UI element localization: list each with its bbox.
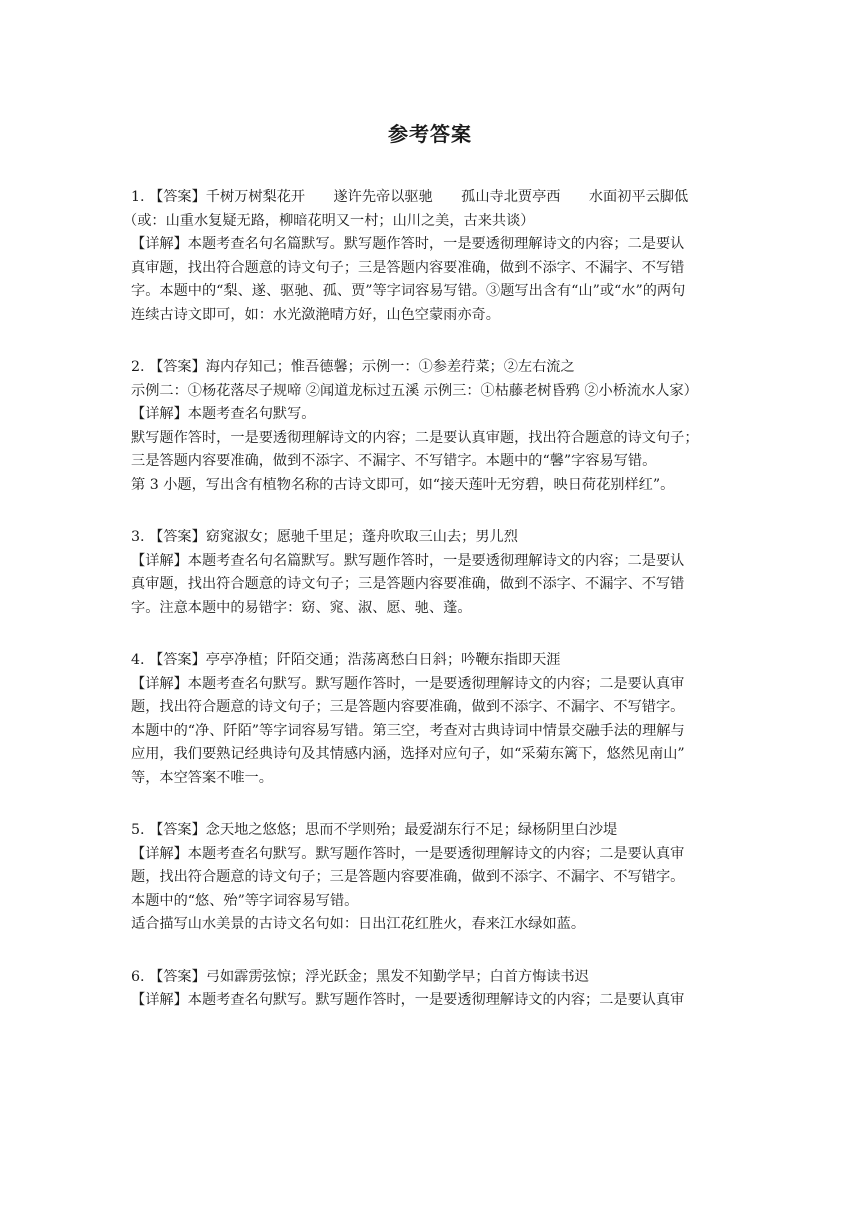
explanation-line: 【详解】本题考查名句默写。默写题作答时，一是要透彻理解诗文的内容；二是要认真审 — [131, 992, 685, 1008]
answer-line: （或：山重水复疑无路，柳暗花明又一村；山川之美，古来共谈） — [123, 212, 535, 229]
explanation-line: 第 3 小题，写出含有植物名称的古诗文即可，如“接天莲叶无穷碧，映日荷花别样红”。 — [131, 476, 675, 493]
answer-line: 1. 【答案】千树万树梨花开 遂许先帝以驱驰 孤山寺北贾亭西 水面初平云脚低 — [131, 189, 689, 205]
answer-item-2 — [131, 356, 741, 497]
explanation-line: 【详解】本题考查名句默写。 — [131, 406, 316, 422]
answer-item-6 — [131, 966, 741, 1013]
explanation-line: 本题中的“净、阡陌”等字词容易写错。第三空，考查对古典诗词中情景交融手法的理解与 — [131, 722, 685, 739]
answer-list — [123, 186, 741, 1042]
answer-item-1 — [123, 186, 741, 327]
explanation-line: 【详解】本题考查名句默写。默写题作答时，一是要透彻理解诗文的内容；二是要认真审 — [131, 845, 685, 862]
explanation-line: 等，本空答案不唯一。 — [131, 769, 273, 786]
answer-line: 2. 【答案】海内存知己；惟吾德馨；示例一：①参差荇菜；②左右流之 — [131, 359, 575, 375]
answer-line: 3. 【答案】窈窕淑女；愿驰千里足；蓬舟吹取三山去；男儿烈 — [131, 529, 518, 545]
answer-line: 示例二：①杨花落尽子规啼 ②闻道龙标过五溪 示例三：①枯藤老树昏鸦 ②小桥流水人家） — [131, 382, 698, 399]
explanation-line: 题，找出符合题意的诗文句子；三是答题内容要准确，做到不添字、不漏字、不写错字。 — [131, 869, 685, 885]
answer-line: 4. 【答案】亭亭净植；阡陌交通；浩荡离愁白日斜；吟鞭东指即天涯 — [131, 652, 561, 668]
explanation-line: 默写题作答时，一是要透彻理解诗文的内容；二是要认真审题，找出符合题意的诗文句子； — [131, 429, 699, 446]
page-title: 参考答案 — [388, 122, 472, 146]
answer-item-4 — [131, 649, 741, 790]
explanation-line: 【详解】本题考查名句默写。默写题作答时，一是要透彻理解诗文的内容；二是要认真审 — [131, 675, 685, 692]
answer-line: 6. 【答案】弓如霹雳弦惊；浮光跃金；黑发不知勤学早；白首方悔读书迟 — [131, 968, 589, 985]
explanation-line: 字。注意本题中的易错字：窈、窕、淑、愿、驰、蓬。 — [131, 599, 472, 616]
explanation-line: 应用，我们要熟记经典诗句及其情感内涵，选择对应句子，如“采菊东篱下，悠然见南山” — [131, 746, 685, 762]
explanation-line: 本题中的“悠、殆”等字词容易写错。 — [131, 892, 359, 909]
explanation-line: 字。本题中的“梨、遂、驱驰、孤、贾”等字词容易写错。③题写出含有“山”或“水”的两句 — [131, 283, 686, 299]
explanation-line: 连续古诗文即可，如：水光潋滟晴方好，山色空蒙雨亦奇。 — [131, 306, 500, 323]
explanation-line: 真审题，找出符合题意的诗文句子；三是答题内容要准确，做到不添字、不漏字、不写错 — [131, 259, 685, 276]
answer-line: 5. 【答案】念天地之悠悠；思而不学则殆；最爱湖东行不足；绿杨阴里白沙堤 — [131, 822, 618, 838]
explanation-line: 三是答题内容要准确，做到不添字、不漏字、不写错字。本题中的“馨”字容易写错。 — [131, 453, 657, 469]
explanation-line: 【详解】本题考查名句名篇默写。默写题作答时，一是要透彻理解诗文的内容；二是要认 — [131, 236, 685, 252]
explanation-line: 真审题，找出符合题意的诗文句子；三是答题内容要准确，做到不添字、不漏字、不写错 — [131, 576, 685, 592]
explanation-line: 适合描写山水美景的古诗文名句如：日出江花红胜火，春来江水绿如蓝。 — [131, 916, 586, 932]
answer-item-3 — [131, 526, 741, 620]
explanation-line: 【详解】本题考查名句名篇默写。默写题作答时，一是要透彻理解诗文的内容；二是要认 — [131, 552, 685, 569]
answer-item-5 — [131, 819, 741, 937]
explanation-line: 题，找出符合题意的诗文句子；三是答题内容要准确，做到不添字、不漏字、不写错字。 — [131, 699, 685, 715]
